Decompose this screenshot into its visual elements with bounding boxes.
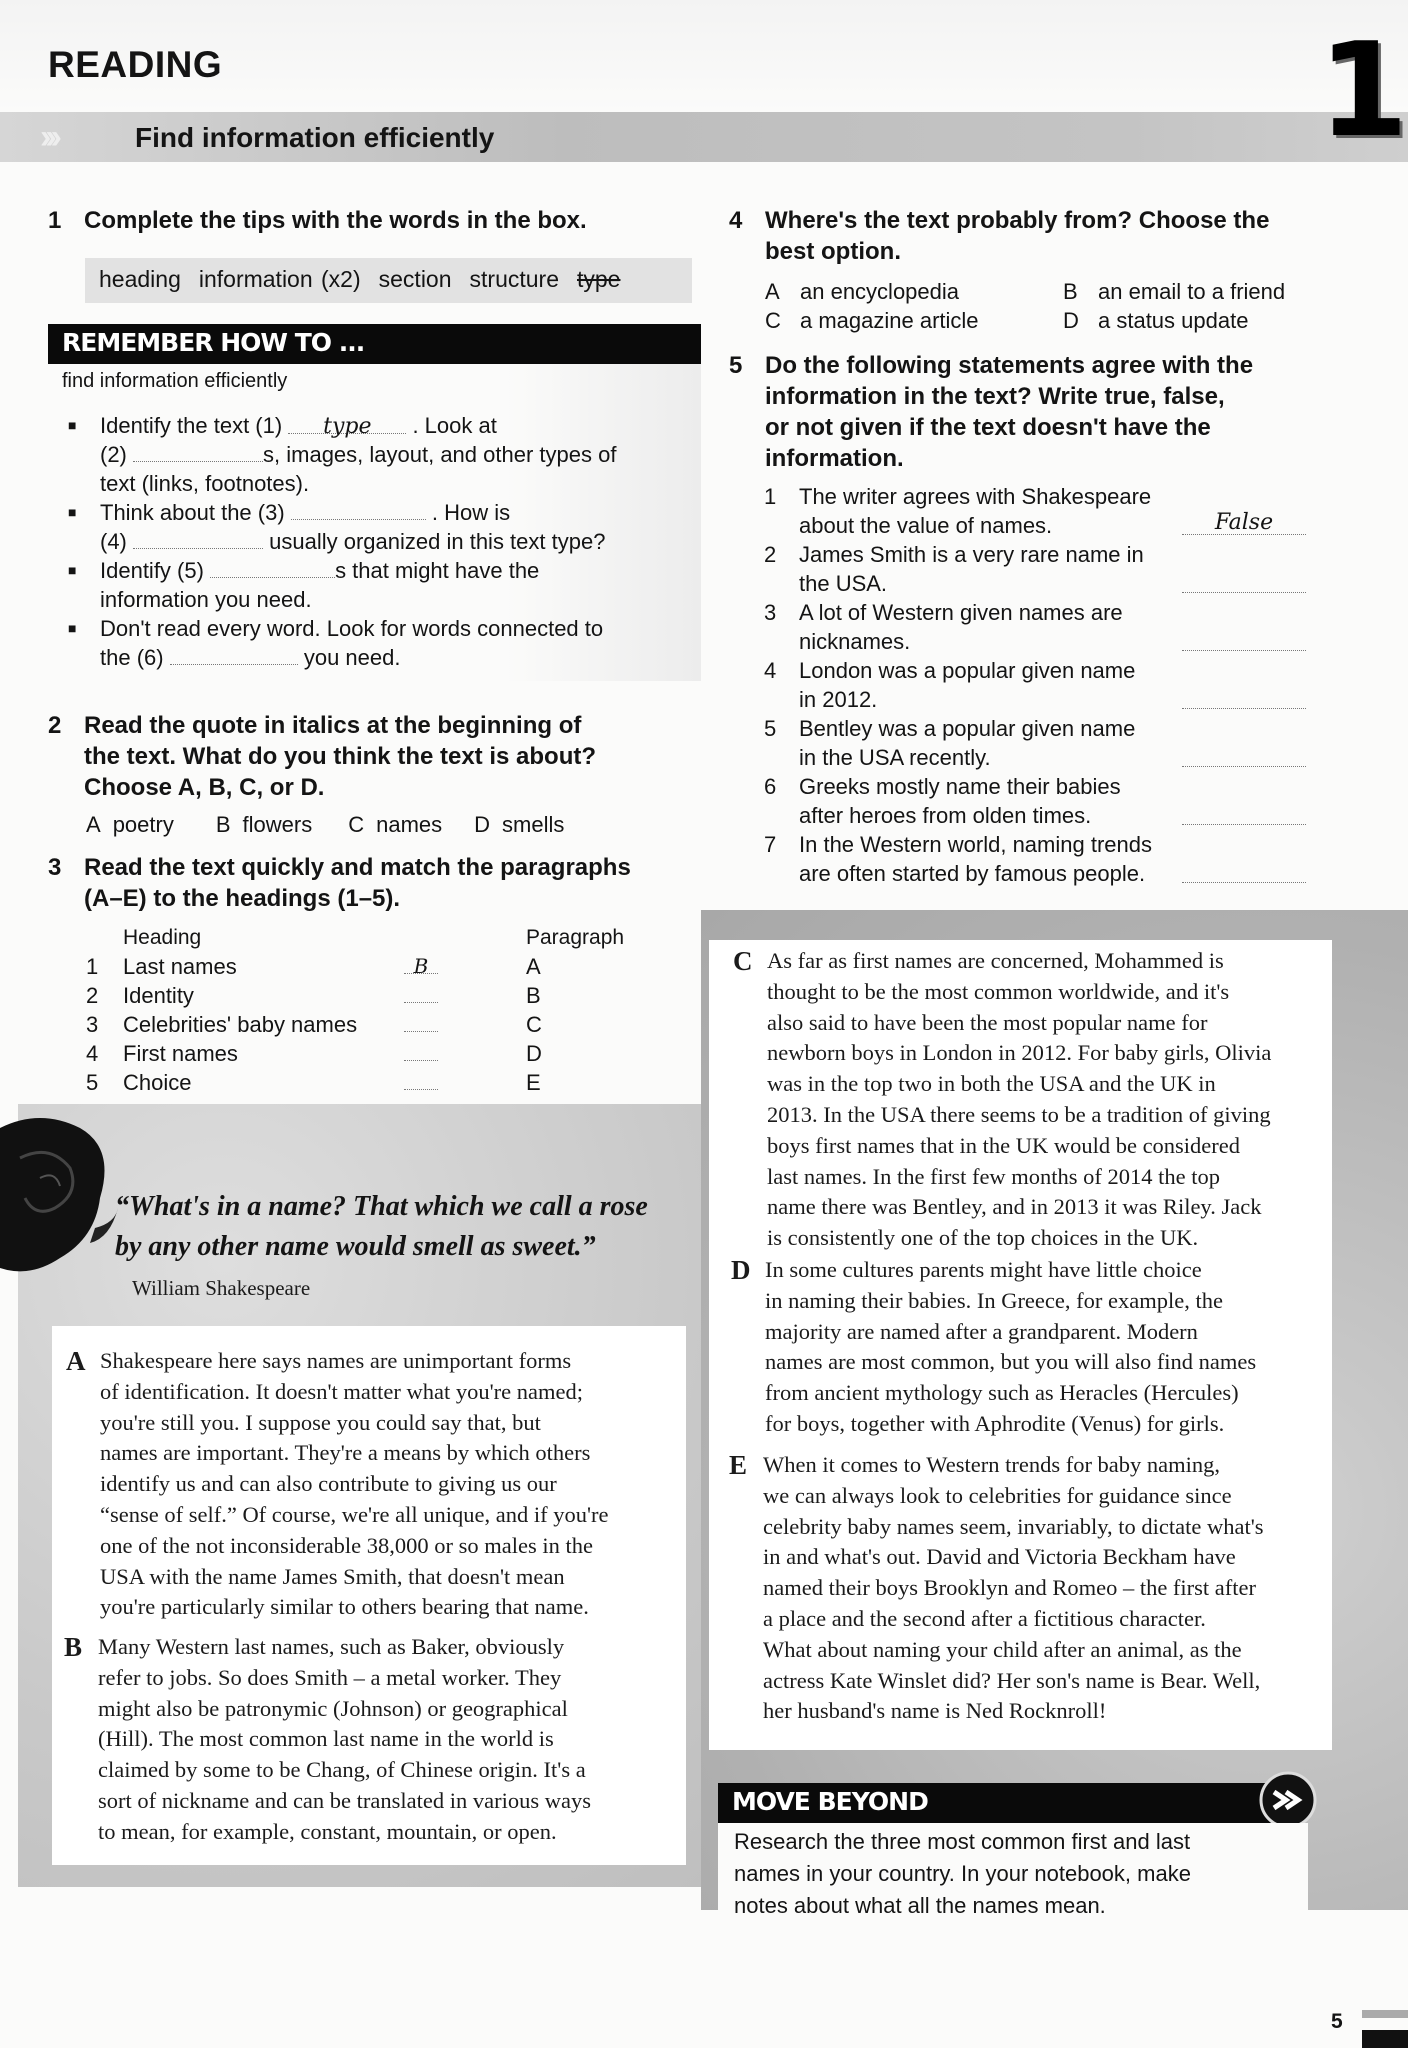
text-line: newborn boys in London in 2012. For baby girls, Olivia <box>767 1040 1272 1066</box>
text-line: is consistently one of the top choices in the UK. <box>767 1225 1199 1251</box>
statement-line: in 2012. <box>799 687 878 712</box>
page-number: 5 <box>1331 2010 1343 2033</box>
text-line: of identification. It doesn't matter what you're named; <box>100 1378 583 1404</box>
text-line: claimed by some to be Chang, of Chinese origin. It's a <box>98 1757 586 1783</box>
q1-instruction <box>48 205 708 236</box>
row-number: 1 <box>86 954 99 979</box>
question-text: Read the quote in italics at the beginning of <box>84 712 582 739</box>
tip-4-line-2 <box>100 643 400 672</box>
text-line: thought to be the most common worldwide, and it's <box>767 978 1230 1004</box>
paragraph-d <box>731 1255 1256 1440</box>
double-chevron-circle-icon <box>1258 1770 1318 1830</box>
text-line: also said to have been the most popular name for <box>767 1009 1208 1035</box>
text: Identify the text (1) <box>100 413 283 438</box>
paragraph-body <box>98 1632 591 1848</box>
table-row <box>86 1010 686 1039</box>
answer-blank[interactable] <box>1182 859 1306 883</box>
heading-text: Identity <box>123 983 194 1008</box>
lesson-subtitle: Find information efficiently <box>135 122 495 153</box>
question-number: 3 <box>48 854 62 881</box>
option-letter: A <box>765 279 780 304</box>
text-line: we can always look to celebrities for guidance since <box>763 1482 1232 1508</box>
statement-line: after heroes from olden times. <box>799 803 1092 828</box>
statement-line: nicknames. <box>799 629 911 654</box>
answer-blank-1[interactable]: type <box>288 412 406 434</box>
tip-4-line-1: Don't read every word. Look for words connected to <box>100 616 604 641</box>
question-number: 4 <box>729 207 743 234</box>
word-crossed: type <box>577 266 621 292</box>
option-b[interactable]: flowers <box>242 812 313 837</box>
word: section <box>378 266 452 292</box>
answer-blank[interactable] <box>1182 569 1306 593</box>
text-line: (Hill). The most common last name in the world is <box>98 1726 554 1752</box>
statement-number: 7 <box>764 832 777 857</box>
quote-line: “What's in a name? That which we call a rose <box>115 1191 648 1222</box>
section-title: READING <box>48 44 223 85</box>
statement-item <box>764 714 1324 772</box>
question-text: or not given if the text doesn't have the <box>765 414 1211 441</box>
question-number: 2 <box>48 712 62 739</box>
q3-instruction <box>48 852 708 914</box>
statement-item <box>764 482 1324 540</box>
paragraph-c <box>733 946 1271 1254</box>
answer-blank[interactable] <box>404 1010 438 1032</box>
answer-blank-4[interactable] <box>133 527 263 549</box>
text: Identify (5) <box>100 558 204 583</box>
text-line: Shakespeare here says names are unimportant forms <box>100 1348 572 1373</box>
option-text: an encyclopedia <box>800 279 960 304</box>
question-text: best option. <box>765 238 901 265</box>
option-text: an email to a friend <box>1098 279 1286 304</box>
paragraph-letter: E <box>729 1450 748 1480</box>
table-row <box>86 981 686 1010</box>
row-number: 5 <box>86 1070 99 1095</box>
table-row <box>86 952 686 981</box>
remember-subtitle: find information efficiently <box>62 370 288 392</box>
statement-number: 5 <box>764 716 777 741</box>
question-text: information in the text? Write true, false, <box>765 383 1225 410</box>
text: . How is <box>431 500 511 525</box>
answer-blank-6[interactable] <box>170 643 298 665</box>
remember-bar: REMEMBER HOW TO ... <box>48 324 701 364</box>
text-line: actress Kate Winslet did? Her son's name is Bear. Well, <box>763 1667 1261 1693</box>
text-line: refer to jobs. So does Smith – a metal worker. They <box>98 1664 562 1690</box>
bullet-icon: ■ <box>68 562 77 578</box>
paragraph-letter: A <box>526 954 541 979</box>
text-line: might also be patronymic (Johnson) or geographical <box>98 1695 568 1721</box>
statement-line: A lot of Western given names are <box>799 600 1123 625</box>
q4-option-d[interactable] <box>1063 306 1248 335</box>
statement-line: about the value of names. <box>799 513 1053 538</box>
page-decoration <box>1362 2030 1408 2048</box>
question-text: Read the text quickly and match the paragraphs <box>84 854 631 881</box>
option-text: a status update <box>1098 308 1249 333</box>
statement-line: in the USA recently. <box>799 745 991 770</box>
answer-blank[interactable]: False <box>1182 511 1306 535</box>
question-text: information. <box>765 445 904 472</box>
answer-blank[interactable]: B <box>404 952 438 974</box>
bullet-icon: ■ <box>68 417 77 433</box>
text-line: When it comes to Western trends for baby naming, <box>763 1452 1221 1477</box>
text: you need. <box>303 645 401 670</box>
text-line: “sense of self.” Of course, we're all unique, and if you're <box>100 1501 609 1527</box>
answer-blank[interactable] <box>404 981 438 1003</box>
word-box <box>85 258 692 303</box>
rose-image <box>0 1108 120 1288</box>
text-line: in naming their babies. In Greece, for example, the <box>765 1287 1223 1313</box>
text-line: names in your country. In your notebook, make <box>734 1861 1191 1886</box>
text-line: celebrity baby names seem, invariably, to dictate what's <box>763 1513 1264 1539</box>
q4-instruction <box>729 205 1369 267</box>
text-line: named their boys Brooklyn and Romeo – the first after <box>763 1575 1257 1601</box>
row-number: 2 <box>86 983 99 1008</box>
move-beyond-bar: MOVE BEYOND <box>718 1783 1293 1823</box>
text-line: As far as first names are concerned, Mohammed is <box>767 948 1224 973</box>
text: (2) <box>100 442 127 467</box>
paragraph-body <box>763 1450 1264 1727</box>
bullet-icon: ■ <box>68 620 77 636</box>
statement-number: 3 <box>764 600 777 625</box>
statement-line: James Smith is a very rare name in <box>799 542 1144 567</box>
paragraph-letter: D <box>731 1255 751 1285</box>
chevron-icon: ››› <box>40 118 56 156</box>
tip-1-line-3: text (links, footnotes). <box>100 471 310 496</box>
text-line: names are important. They're a means by which others <box>100 1440 591 1466</box>
tip-2-line-2 <box>100 527 605 556</box>
statement-line: Greeks mostly name their babies <box>799 774 1121 799</box>
row-number: 3 <box>86 1012 99 1037</box>
table-row <box>86 1039 686 1068</box>
statement-number: 1 <box>764 484 777 509</box>
word: information (x2) <box>198 266 361 292</box>
text-line: last names. In the first few months of 2014 the top <box>767 1163 1221 1189</box>
text: usually organized in this text type? <box>269 529 606 554</box>
word: heading <box>99 266 181 292</box>
text-line: USA with the name James Smith, that doesn't mean <box>100 1563 565 1589</box>
answer-blank[interactable] <box>1182 801 1306 825</box>
heading-text: Last names <box>123 954 237 979</box>
question-text: Do the following statements agree with the <box>765 352 1254 379</box>
text-line: you're particularly similar to others bearing that name. <box>100 1594 589 1620</box>
paragraph-body <box>765 1255 1256 1440</box>
answer-blank[interactable] <box>404 1068 438 1090</box>
option-letter: A <box>86 812 101 837</box>
text-line: you're still you. I suppose you could say that, but <box>100 1409 541 1435</box>
text: the (6) <box>100 645 164 670</box>
statement-number: 4 <box>764 658 777 683</box>
text-line: What about naming your child after an animal, as the <box>763 1636 1242 1662</box>
word: structure <box>469 266 559 292</box>
answer-blank[interactable] <box>1182 627 1306 651</box>
answer-blank-2[interactable] <box>133 440 263 462</box>
quote-author: William Shakespeare <box>132 1276 311 1300</box>
text-line: In some cultures parents might have little choice <box>765 1257 1202 1282</box>
option-letter: D <box>474 812 491 837</box>
text-line: identify us and can also contribute to giving us our <box>100 1471 557 1497</box>
option-d[interactable]: smells <box>502 812 565 837</box>
option-text: a magazine article <box>800 308 979 333</box>
answer-blank[interactable] <box>1182 685 1306 709</box>
paragraph-letter: B <box>64 1632 83 1662</box>
move-beyond-text <box>734 1826 1191 1922</box>
option-a[interactable]: poetry <box>112 812 174 837</box>
text-line: from ancient mythology such as Heracles (Hercules) <box>765 1380 1239 1406</box>
text-line: for boys, together with Aphrodite (Venus) for girls. <box>765 1410 1225 1436</box>
paragraph-letter: E <box>526 1070 541 1095</box>
question-text: Where's the text probably from? Choose the <box>765 207 1270 234</box>
text-line: a place and the second after a fictitious character. <box>763 1605 1206 1631</box>
statement-number: 6 <box>764 774 777 799</box>
q2-instruction <box>48 710 708 803</box>
tip-1-line-1 <box>100 411 497 440</box>
text-line: one of the not inconsiderable 38,000 or so males in the <box>100 1532 594 1558</box>
answer-blank[interactable] <box>1182 743 1306 767</box>
text-line: 2013. In the USA there seems to be a tradition of giving <box>767 1101 1271 1127</box>
text-line: in and what's out. David and Victoria Beckham have <box>763 1544 1236 1570</box>
paragraph-letter: D <box>526 1041 542 1066</box>
text: . Look at <box>412 413 497 438</box>
option-letter: B <box>1063 279 1078 304</box>
option-c[interactable]: names <box>376 812 443 837</box>
statement-item <box>764 772 1324 830</box>
heading-column-label: Heading <box>123 926 202 949</box>
option-letter: C <box>348 812 365 837</box>
paragraph-letter: C <box>526 1012 542 1037</box>
text: s that might have the <box>335 558 540 583</box>
text: (4) <box>100 529 127 554</box>
statement-item <box>764 656 1324 714</box>
q4-option-a[interactable] <box>765 277 959 306</box>
row-number: 4 <box>86 1041 99 1066</box>
paragraph-body <box>100 1346 609 1623</box>
answer-blank-3[interactable] <box>291 498 426 520</box>
statement-line: In the Western world, naming trends <box>799 832 1152 857</box>
text-line: was in the top two in both the USA and the UK in <box>767 1071 1216 1097</box>
heading-text: First names <box>123 1041 238 1066</box>
paragraph-body <box>767 946 1271 1254</box>
question-number: 5 <box>729 352 743 379</box>
heading-text: Celebrities' baby names <box>123 1012 358 1037</box>
tip-3-line-2: information you need. <box>100 587 312 612</box>
question-text: Choose A, B, C, or D. <box>84 774 325 801</box>
paragraph-letter: A <box>66 1346 86 1376</box>
q5-instruction <box>729 350 1369 474</box>
statement-line: the USA. <box>799 571 888 596</box>
tips-list <box>0 411 701 681</box>
statement-item <box>764 540 1324 598</box>
question-text: (A–E) to the headings (1–5). <box>84 885 401 912</box>
paragraph-e <box>729 1450 1264 1727</box>
answer-blank[interactable] <box>404 1039 438 1061</box>
text-line: Many Western last names, such as Baker, obviously <box>98 1634 565 1659</box>
text-line: names are most common, but you will also find names <box>765 1349 1257 1375</box>
text: s, images, layout, and other types of <box>263 442 617 467</box>
question-text: the text. What do you think the text is about? <box>84 743 597 770</box>
text-line: name there was Bentley, and in 2013 it was Riley. Jack <box>767 1194 1262 1220</box>
statement-item <box>764 598 1324 656</box>
text-line: sort of nickname and can be translated in various ways <box>98 1787 591 1813</box>
paragraph-letter: C <box>733 946 753 976</box>
text: Think about the (3) <box>100 500 285 525</box>
unit-number: 1 <box>1318 14 1408 166</box>
answer-blank-5[interactable] <box>210 556 335 578</box>
paragraph-b <box>64 1632 591 1848</box>
statement-item <box>764 830 1324 888</box>
option-letter: C <box>765 308 781 333</box>
text-line: notes about what all the names mean. <box>734 1893 1106 1918</box>
paragraph-column-label: Paragraph <box>526 926 625 949</box>
text-line: boys first names that in the UK would be considered <box>767 1132 1241 1158</box>
text-line: to mean, for example, constant, mountain, or open. <box>98 1818 557 1844</box>
question-number: 1 <box>48 207 62 234</box>
statement-line: London was a popular given name <box>799 658 1136 683</box>
tip-1-line-2 <box>100 440 616 469</box>
quote-line: by any other name would smell as sweet.” <box>115 1231 596 1262</box>
heading-text: Choice <box>123 1070 192 1095</box>
text-line: Research the three most common first and last <box>734 1829 1191 1854</box>
text-line: her husband's name is Ned Rocknroll! <box>763 1698 1107 1724</box>
text-line: majority are named after a grandparent. Modern <box>765 1318 1198 1344</box>
statement-line: The writer agrees with Shakespeare <box>799 484 1152 509</box>
statement-number: 2 <box>764 542 777 567</box>
tip-3-line-1 <box>100 556 539 585</box>
paragraph-letter: B <box>526 983 541 1008</box>
shakespeare-quote <box>115 1187 648 1267</box>
table-row <box>86 1068 686 1097</box>
option-letter: D <box>1063 308 1079 333</box>
page-decoration <box>1362 2010 1408 2018</box>
tip-2-line-1 <box>100 498 510 527</box>
question-text: Complete the tips with the words in the box. <box>84 207 587 234</box>
q2-options <box>86 810 564 839</box>
q4-option-c[interactable] <box>765 306 979 335</box>
option-letter: B <box>215 812 231 837</box>
statement-line: are often started by famous people. <box>799 861 1146 886</box>
paragraph-a <box>66 1346 609 1623</box>
bullet-icon: ■ <box>68 504 77 520</box>
statement-line: Bentley was a popular given name <box>799 716 1136 741</box>
q4-option-b[interactable] <box>1063 277 1285 306</box>
